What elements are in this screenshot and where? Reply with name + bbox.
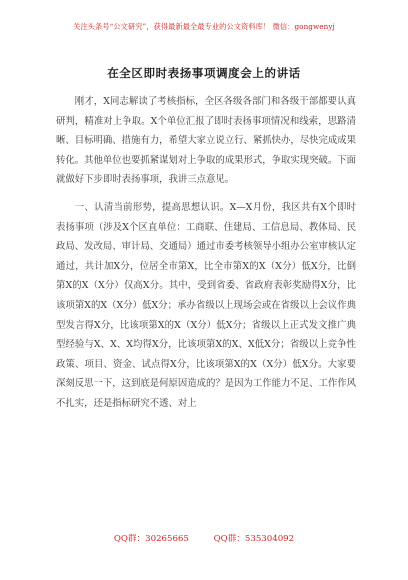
paragraph-section-one: 一、认清当前形势，提高思想认识。X—X月份，我区共有X个即时表扬事项（涉及X个区直单位：工商联、住建局、工信息局、教体局、民政局、发改局、审计局、交通局）通过市委考核领导小组办公室审核认定通过，共计加X分，位居全市第X，比全市第X的X（X分）低X分，比倒第X的X（X分）仅高X分。其中，受到省委、省政府表彰奖励得X分，比该项第X的X（X分）低X分；承办省级以上现场会或在省级以上会议作典型发言得X分，比该项第X的X（X分）低X分；省级以上正式发文推广典型经验与X、X、X均得X分，比该项第X的X、X低X分；省级以上竞争性政策、项目、资金、试点得X分，比该项第X的X（X分）低X分。大家要深刻反思一下，这到底是何原因造成的？是因为工作能力不足、工作作风不扎实，还是指标研究不透、对上	[56, 201, 357, 409]
header-promo-note: 关注头条号“公文研究”，获得最新最全最专业的公文资料库！ 微信：gongwenyj	[73, 22, 335, 31]
paragraph-intro: 刚才，X同志解读了考核指标，全区各级各部门和各级干部都要认真研判，精准对上争取。X个单位汇报了即时表扬事项情况和线索，思路清晰、目标明确、措施有力，希望大家立说立行、紧抓快办，尽快完成成果转化。其他单位也要抓紧谋划对上争取的成果形式，争取实现突破。下面就做好下步即时表扬事项，我讲三点意见。	[56, 96, 357, 186]
document-title: 在全区即时表扬事项调度会上的讲话	[107, 66, 301, 80]
footer-qq-groups	[0, 532, 408, 544]
document-body	[56, 92, 356, 414]
qq-group-2: QQ群：535304092	[213, 534, 295, 544]
qq-group-1: QQ群：30265665	[113, 534, 189, 544]
